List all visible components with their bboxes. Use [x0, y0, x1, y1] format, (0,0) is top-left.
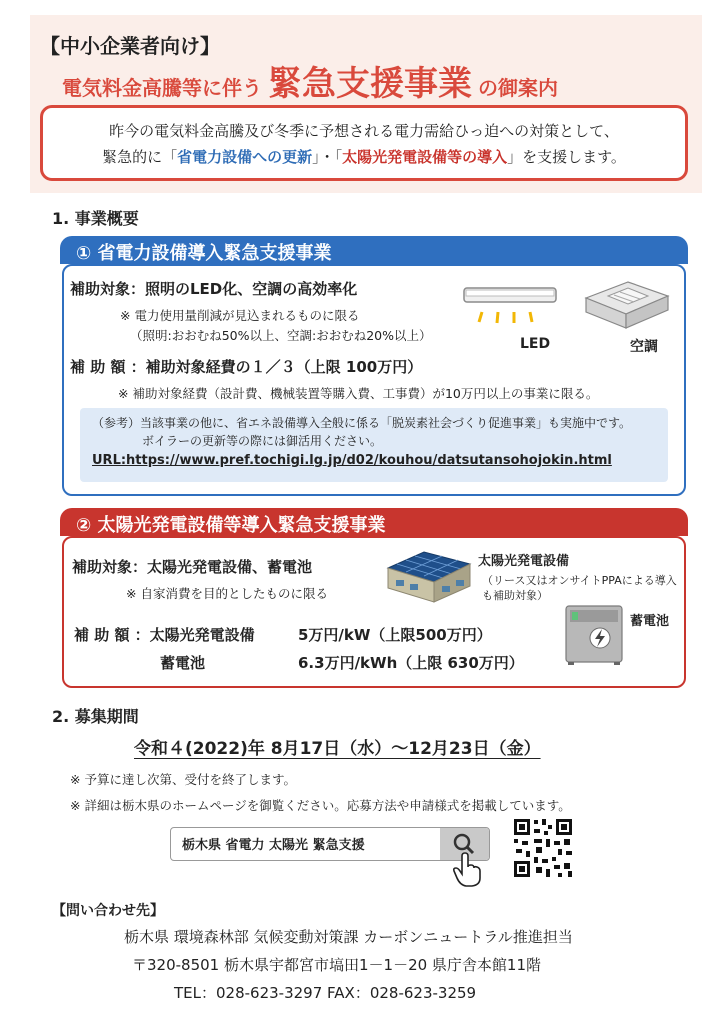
intro-box	[40, 105, 688, 181]
title-main: 緊急支援事業	[268, 64, 472, 104]
solar-equipment-note-2: も補助対象）	[482, 589, 548, 602]
period-note-1: ※ 予算に達し次第、受付を終了します。	[70, 772, 296, 787]
title-prefix: 電気料金高騰等に伴う	[62, 76, 262, 100]
solar-equipment-note-1: （リース又はオンサイトPPAによる導入	[482, 574, 677, 587]
period-note-2: ※ 詳細は栃木県のホームページを御覧ください。応募方法や申請様式を掲載しています。	[70, 798, 571, 813]
intro-highlight-energy-saving: 省電力設備への更新	[177, 148, 313, 166]
program-2-target-note: ※ 自家消費を目的としたものに限る	[126, 586, 328, 601]
section-1-heading: 1. 事業概要	[52, 209, 139, 228]
intro-text: 」を支援します。	[507, 148, 626, 166]
led-label: LED	[520, 336, 551, 352]
intro-line-1: 昨今の電気料金高騰及び冬季に予想される電力需給ひっ迫への対策として、	[109, 122, 619, 140]
solar-equipment-title: 太陽光発電設備	[478, 554, 570, 569]
program-1-title-bar: ① 省電力設備導入緊急支援事業	[60, 236, 688, 264]
program-2-title-bar: ② 太陽光発電設備等導入緊急支援事業	[60, 508, 688, 536]
intro-text: 緊急的に「	[102, 148, 178, 166]
reference-box	[80, 408, 668, 482]
contact-address: 〒320-8501 栃木県宇都宮市塙田1－1－20 県庁舎本館11階	[132, 956, 542, 974]
reference-line-2: ボイラーの更新等の際には御活用ください。	[142, 434, 383, 448]
contact-department: 栃木県 環境森林部 気候変動対策課 カーボンニュートラル推進担当	[124, 928, 573, 946]
contact-heading: 【問い合わせ先】	[52, 903, 164, 919]
section-2-heading: 2. 募集期間	[52, 707, 139, 726]
air-conditioner-icon	[578, 276, 674, 336]
program-2-amount-label: 補 助 額 ：太陽光発電設備	[74, 626, 255, 644]
program-1-amount-note: ※ 補助対象経費（設計費、機械装置等購入費、工事費）が10万円以上の事業に限る。	[118, 386, 599, 401]
qr-code[interactable]	[512, 817, 574, 879]
program-2-target: 補助対象：太陽光発電設備、蓄電池	[72, 558, 313, 576]
program-2-battery-label: 蓄電池	[160, 654, 206, 672]
program-1-target-note-1: ※ 電力使用量削減が見込まれるものに限る	[120, 308, 360, 323]
title-suffix: の御案内	[478, 76, 558, 100]
application-period: 令和４(2022)年 8月17日（水）～12月23日（金）	[134, 739, 541, 759]
intro-highlight-solar: 太陽光発電設備等の導入	[342, 148, 508, 166]
solar-factory-icon	[384, 542, 474, 604]
air-conditioner-label: 空調	[630, 339, 658, 355]
page-title	[62, 56, 558, 105]
pointer-hand-icon	[452, 852, 482, 888]
program-1-target: 補助対象：照明のLED化、空調の高効率化	[70, 280, 358, 298]
battery-title: 蓄電池	[630, 614, 670, 629]
program-2-amount-battery: 6.3万円/kWh（上限 630万円）	[298, 654, 524, 672]
program-1-target-note-2: （照明:おおむね50%以上、空調:おおむね20%以上）	[130, 328, 432, 343]
target-audience-tag: 【中小企業者向け】	[40, 34, 220, 58]
battery-icon	[564, 604, 626, 666]
reference-url-link[interactable]: URL:https://www.pref.tochigi.lg.jp/d02/kouhou/datsutansohojokin.html	[92, 453, 612, 468]
search-input[interactable]: 栃木県 省電力 太陽光 緊急支援	[182, 838, 365, 853]
reference-line-1: （参考）当該事業の他に、省エネ設備導入全般に係る「脱炭素社会づくり促進事業」も実施中です。	[92, 416, 632, 430]
intro-line-2	[55, 144, 673, 170]
led-light-icon	[462, 282, 562, 328]
contact-phone-fax: TEL：028-623-3297 FAX：028-623-3259	[174, 984, 477, 1002]
program-2-amount-solar: 5万円/kW（上限500万円）	[298, 626, 492, 644]
intro-text: 」・「	[312, 148, 343, 166]
program-1-amount: 補 助 額 ：補助対象経費の１／３（上限 100万円）	[70, 358, 423, 376]
